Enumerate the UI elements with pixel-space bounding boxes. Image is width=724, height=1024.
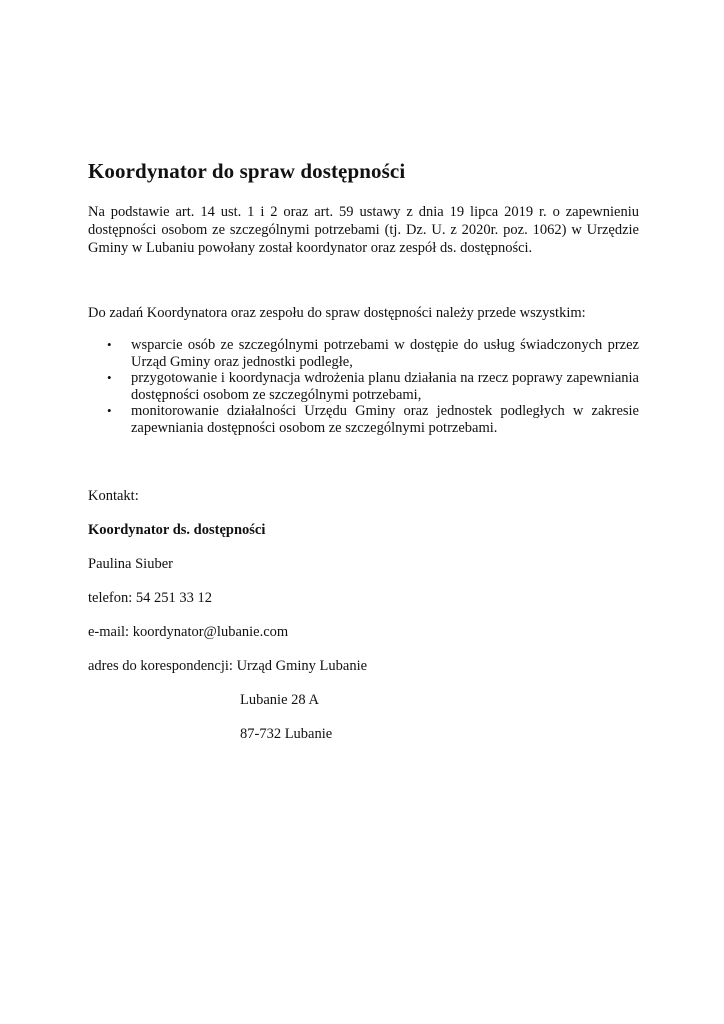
duty-text: przygotowanie i koordynacja wdrożenia planu działania na rzecz poprawy zapewniania dostępności osobom ze szczególnymi potrzebami, bbox=[131, 370, 639, 403]
list-item bbox=[88, 370, 639, 403]
document-title: Koordynator do spraw dostępności bbox=[88, 159, 406, 183]
contact-name: Paulina Siuber bbox=[88, 556, 173, 572]
contact-email: e-mail: koordynator@lubanie.com bbox=[88, 624, 289, 640]
contact-address-line-2: Lubanie 28 A bbox=[240, 692, 319, 708]
duty-text: wsparcie osób ze szczególnymi potrzebami w dostępie do usług świadczonych przez Urząd Gminy oraz jednostki podległe, bbox=[131, 337, 639, 370]
bullet-icon: • bbox=[107, 403, 112, 418]
bullet-icon: • bbox=[107, 370, 112, 385]
duties-intro: Do zadań Koordynatora oraz zespołu do spraw dostępności należy przede wszystkim: bbox=[88, 305, 586, 321]
duty-text: monitorowanie działalności Urzędu Gminy oraz jednostek podległych w zakresie zapewniania dostępności osobom ze szczególnymi potrzebami. bbox=[131, 403, 639, 436]
bullet-icon: • bbox=[107, 337, 112, 352]
contact-heading: Kontakt: bbox=[88, 488, 139, 504]
contact-address: adres do korespondencji: Urząd Gminy Lubanie bbox=[88, 658, 368, 674]
contact-role: Koordynator ds. dostępności bbox=[88, 522, 266, 538]
intro-paragraph: Na podstawie art. 14 ust. 1 i 2 oraz art. 59 ustawy z dnia 19 lipca 2019 r. o zapewnieniu dostępności osobom ze szczególnymi potrzebami (tj. Dz. U. z 2020r. poz. 1062) w Urzędzie Gminy w Lubaniu powołany został koordynator oraz zespół ds. dostępności. bbox=[88, 204, 639, 256]
list-item bbox=[88, 337, 639, 370]
contact-phone: telefon: 54 251 33 12 bbox=[88, 590, 213, 606]
contact-address-line-3: 87-732 Lubanie bbox=[240, 726, 333, 742]
list-item bbox=[88, 403, 639, 436]
duties-list bbox=[88, 337, 639, 436]
